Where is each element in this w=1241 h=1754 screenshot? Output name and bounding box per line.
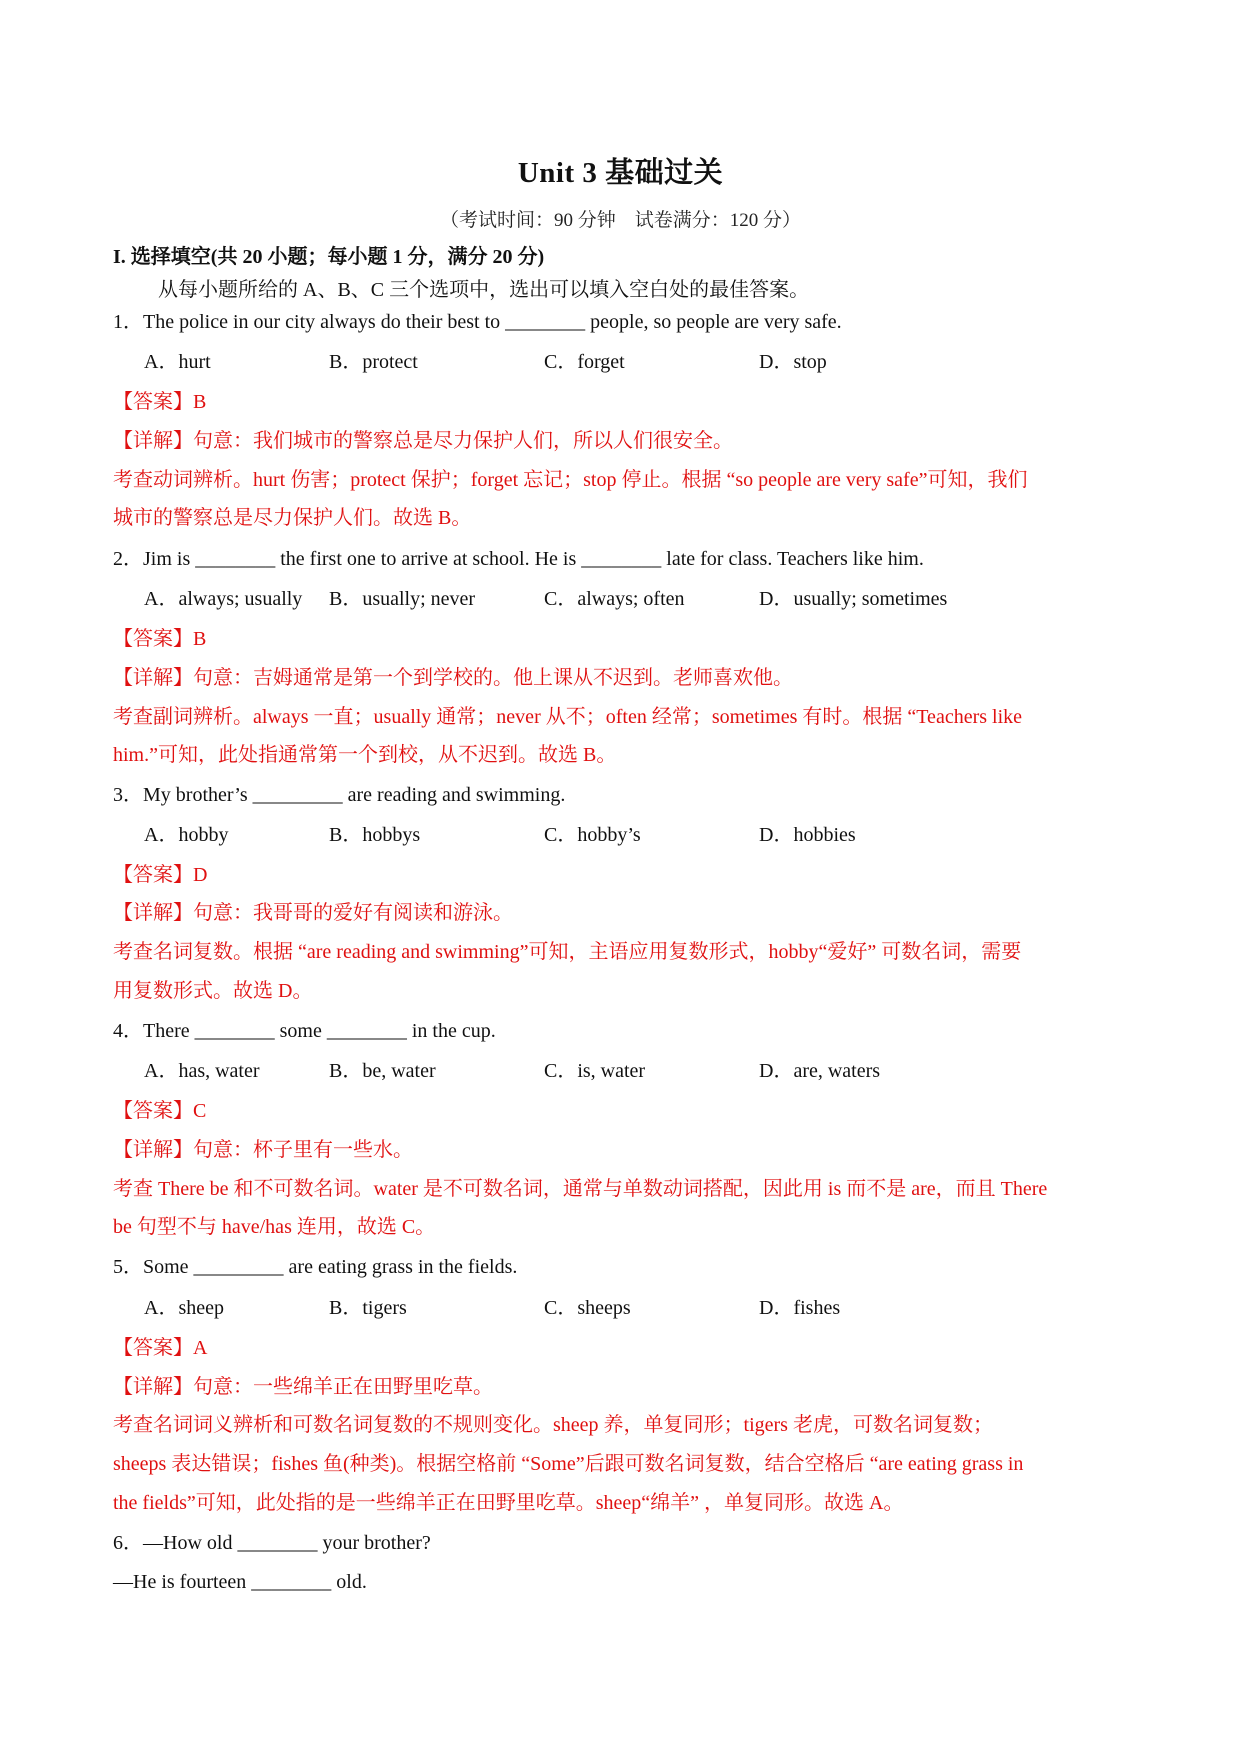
option-c: C．hobby’s [544, 824, 641, 846]
option-d: D．are, waters [759, 1060, 881, 1082]
option-d: D．usually; sometimes [759, 588, 948, 610]
option-b: B．protect [329, 351, 418, 373]
option-b: B．be, water [329, 1060, 436, 1082]
option-d: D．stop [759, 351, 827, 373]
exam-info: （考试时间：90 分钟 试卷满分：120 分） [439, 210, 801, 231]
section-instruction: 从每小题所给的 A、B、C 三个选项中，选出可以填入空白处的最佳答案。 [158, 279, 810, 301]
explanation: 【详解】句意：一些绵羊正在田野里吃草。 [113, 1376, 493, 1398]
option-c: C．always; often [544, 588, 685, 610]
question-stem: 6．—How old ________ your brother? [113, 1532, 431, 1554]
option-c: C．is, water [544, 1060, 646, 1082]
option-b: B．hobbys [329, 824, 421, 846]
option-a: A．always; usually [144, 588, 303, 610]
answer: 【答案】C [113, 1100, 207, 1122]
option-a: A．hurt [144, 351, 211, 373]
option-d: D．fishes [759, 1297, 841, 1319]
analysis-line: him.”可知，此处指通常第一个到校，从不迟到。故选 B。 [113, 744, 617, 766]
analysis-line: 考查副词辨析。always 一直；usually 通常；never 从不；often 经常；sometimes 有时。根据 “Teachers like [113, 706, 1023, 728]
option-b: B．tigers [329, 1297, 407, 1319]
option-row [144, 348, 1124, 376]
answer: 【答案】A [113, 1337, 208, 1359]
explanation: 【详解】句意：吉姆通常是第一个到学校的。他上课从不迟到。老师喜欢他。 [113, 667, 793, 689]
explanation: 【详解】句意：杯子里有一些水。 [113, 1139, 413, 1161]
option-c: C．forget [544, 351, 625, 373]
analysis-line: the fields”可知，此处指的是一些绵羊正在田野里吃草。sheep“绵羊” ，单复同形。故选 A。 [113, 1492, 904, 1514]
explanation: 【详解】句意：我哥哥的爱好有阅读和游泳。 [113, 902, 513, 924]
option-row [144, 821, 1124, 849]
question-stem: 2．Jim is ________ the first one to arrive at school. He is ________ late for class. Teachers like him. [113, 548, 924, 570]
option-row [144, 585, 1124, 613]
analysis-line: 考查名词词义辨析和可数名词复数的不规则变化。sheep 养，单复同形；tigers 老虎，可数名词复数； [113, 1414, 993, 1436]
option-a: A．has, water [144, 1060, 260, 1082]
section-heading: I. 选择填空(共 20 小题；每小题 1 分，满分 20 分) [113, 246, 545, 268]
analysis-line: 考查 There be 和不可数名词。water 是不可数名词，通常与单数动词搭配，因此用 is 而不是 are，而且 There [113, 1178, 1048, 1200]
question-stem: 3．My brother’s _________ are reading and swimming. [113, 784, 566, 806]
question-stem: 1．The police in our city always do their best to ________ people, so people are very safe. [113, 311, 842, 333]
analysis-line: 考查动词辨析。hurt 伤害；protect 保护；forget 忘记；stop 停止。根据 “so people are very safe”可知，我们 [113, 469, 1028, 491]
question-stem: 5．Some _________ are eating grass in the fields. [113, 1256, 518, 1278]
answer: 【答案】B [113, 628, 207, 650]
answer: 【答案】B [113, 391, 207, 413]
analysis-line: 考查名词复数。根据 “are reading and swimming”可知，主语应用复数形式，hobby“爱好” 可数名词，需要 [113, 941, 1022, 963]
analysis-line: 用复数形式。故选 D。 [113, 980, 313, 1002]
analysis-line: be 句型不与 have/has 连用，故选 C。 [113, 1216, 436, 1238]
page-title: Unit 3 基础过关 [517, 157, 724, 189]
option-a: A．hobby [144, 824, 229, 846]
analysis-line: 城市的警察总是尽力保护人们。故选 B。 [113, 507, 472, 529]
option-row [144, 1294, 1124, 1322]
option-a: A．sheep [144, 1297, 224, 1319]
option-c: C．sheeps [544, 1297, 631, 1319]
answer: 【答案】D [113, 864, 208, 886]
analysis-line: sheeps 表达错误；fishes 鱼(种类)。根据空格前 “Some”后跟可数名词复数，结合空格后 “are eating grass in [113, 1453, 1024, 1475]
explanation: 【详解】句意：我们城市的警察总是尽力保护人们，所以人们很安全。 [113, 430, 733, 452]
question-stem: 4．There ________ some ________ in the cup. [113, 1020, 496, 1042]
option-row [144, 1057, 1124, 1085]
option-d: D．hobbies [759, 824, 856, 846]
question-stem-line2: —He is fourteen ________ old. [113, 1571, 367, 1593]
option-b: B．usually; never [329, 588, 476, 610]
